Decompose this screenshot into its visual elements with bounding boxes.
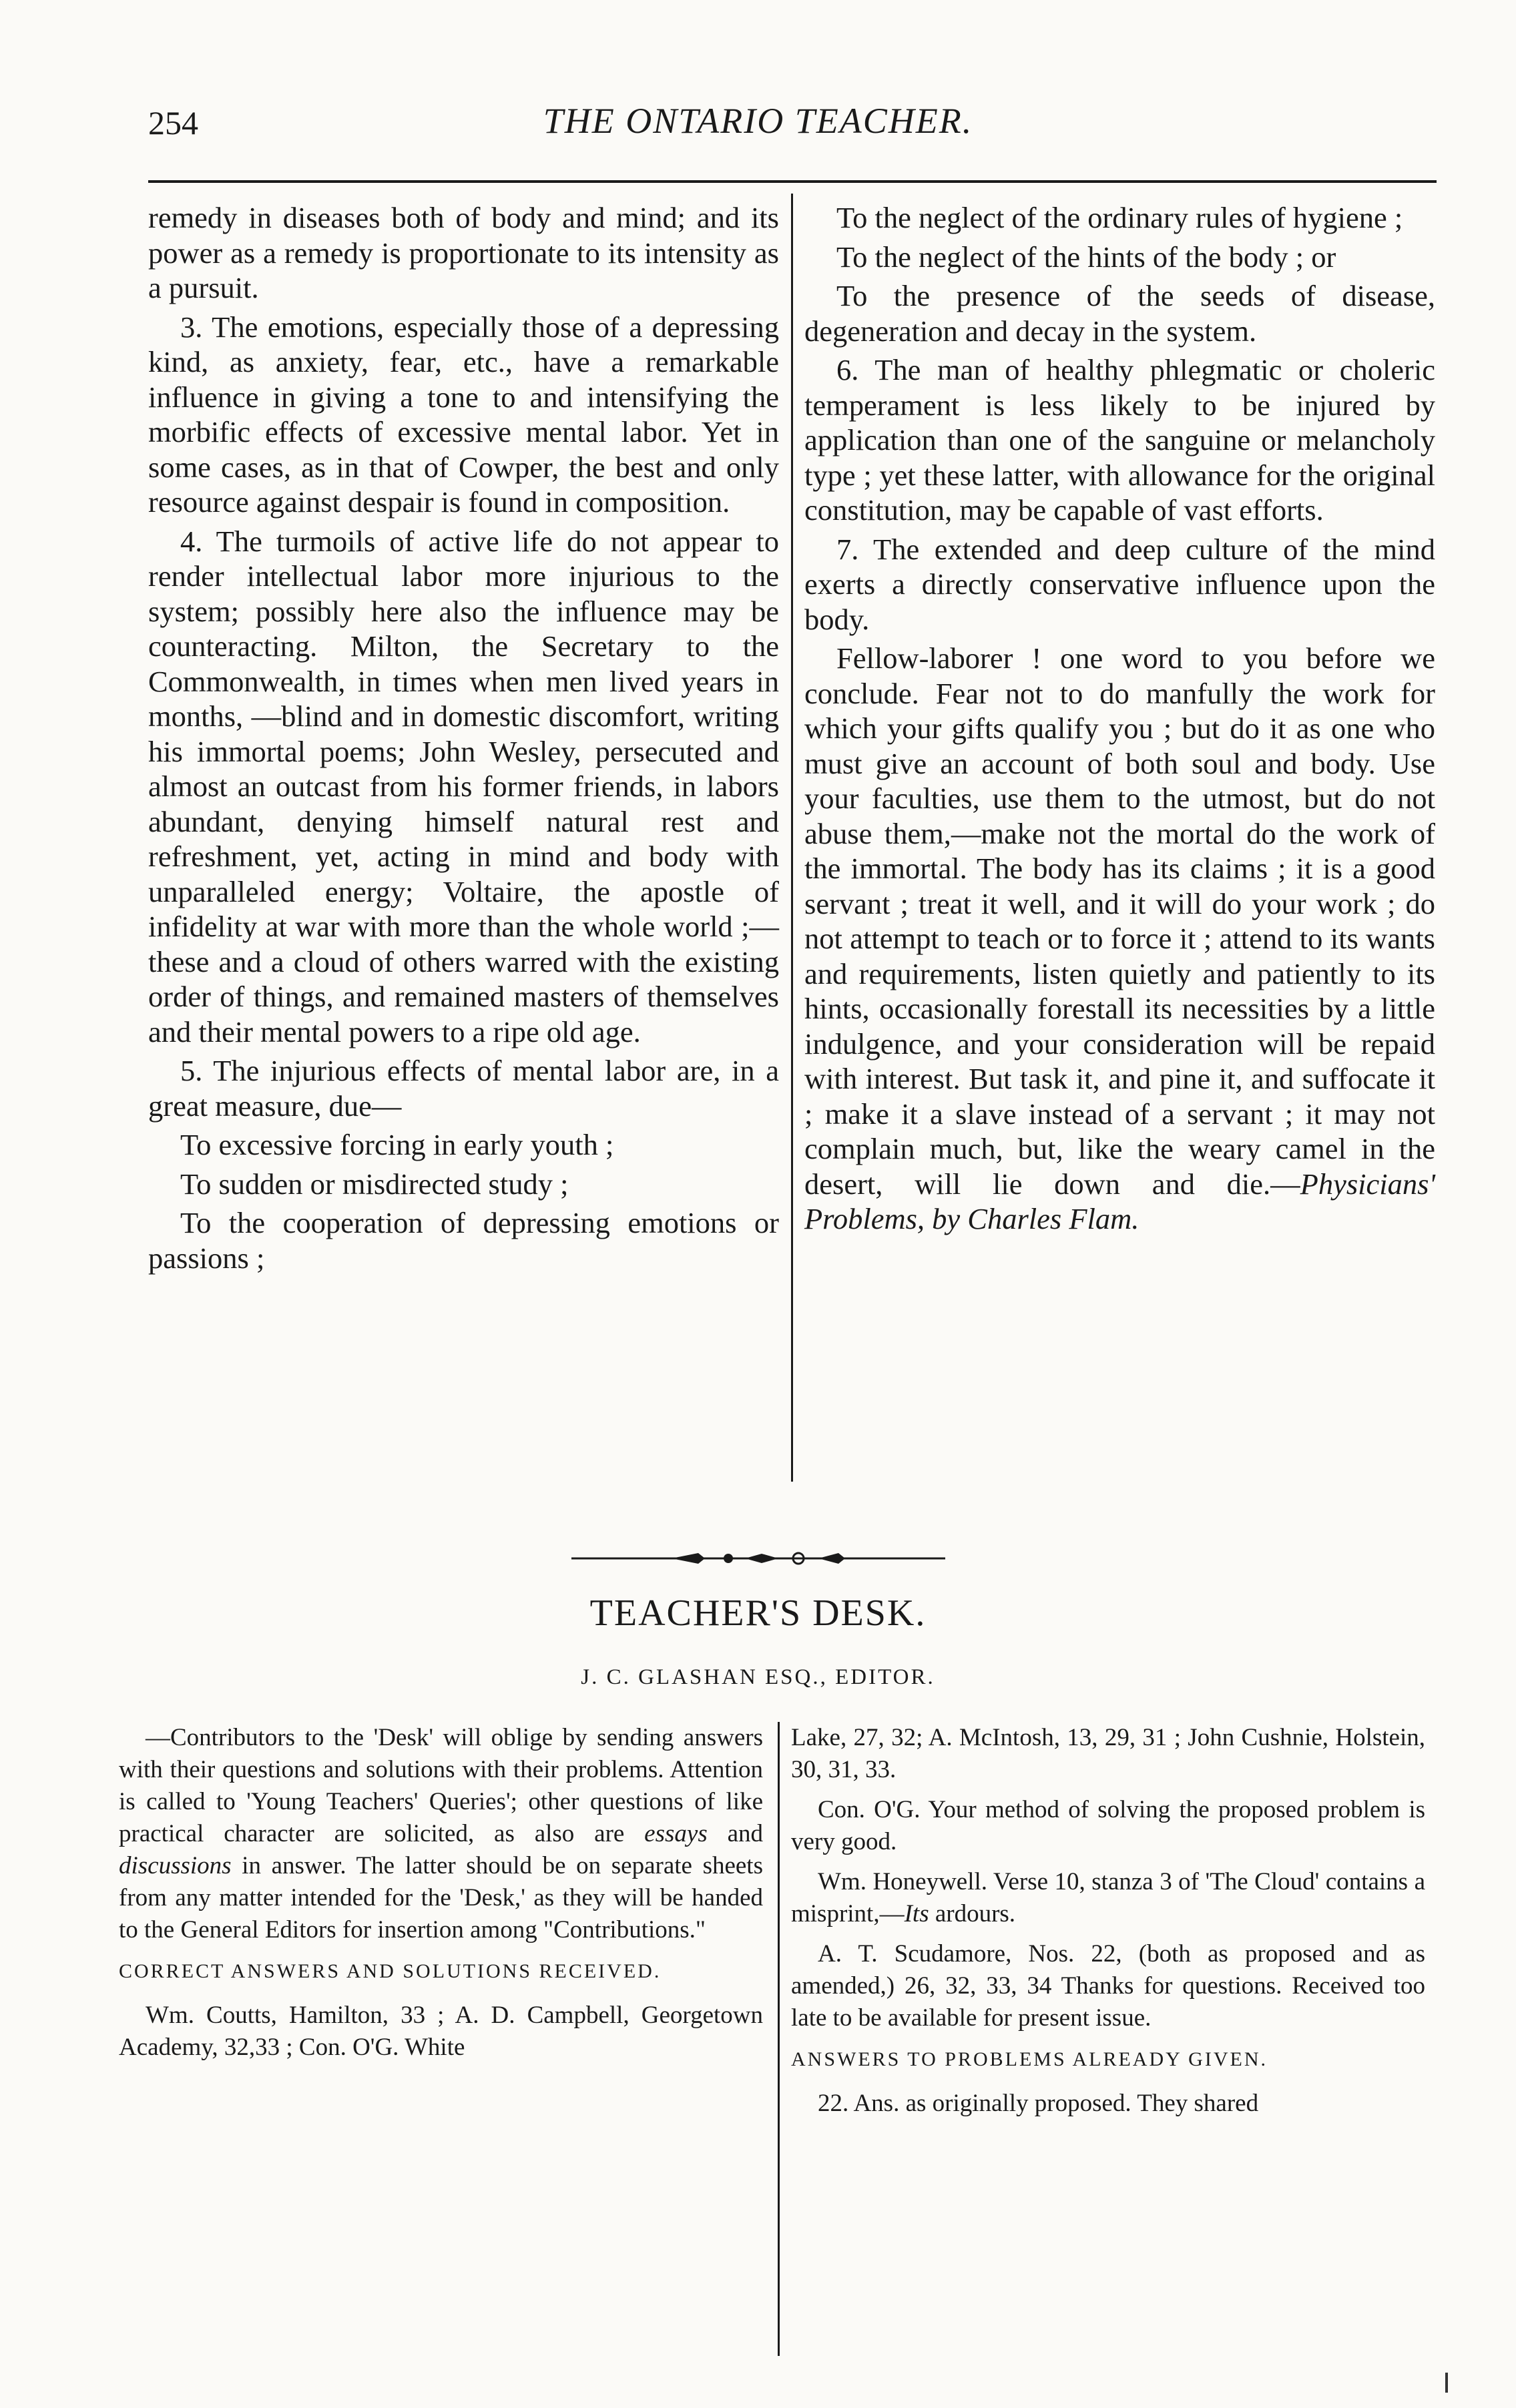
paragraph: remedy in diseases both of body and mind; and its power as a remedy is proportionate to its intensity as a pursuit.	[148, 201, 779, 304]
paragraph: A. T. Scudamore, Nos. 22, (both as proposed and as amended,) 26, 32, 33, 34 Thanks for questions. Received too late to be available for present issue.	[791, 1940, 1425, 2032]
closing-text: Fellow-laborer ! one word to you before we conclude. Fear not to do manfully the work for which your gifts qualify you ; but do it as one who must give an account of both soul and body. Use your faculties, use them to the utmost, but do not abuse them,—make not the mortal do the work of the immortal. The body has its claims ; it is a good servant ; treat it well, and it will do your work ; do not attempt to teach or to force it ; attend to its wants and requirements, listen quietly and patiently to its hints, occasionally forestall its necessities by a little indulgence, and your consideration will be repaid with interest. But task it, and pine it, and suffocate it ; make it a slave instead of a servant ; it may not complain much, but, like the weary camel in the desert, will lie down and die.—	[804, 641, 1435, 1201]
list-item: To the cooperation of depressing emotions or passions ;	[148, 1206, 779, 1275]
list-item: To the neglect of the ordinary rules of hygiene ;	[836, 201, 1403, 234]
paragraph: 3. The emotions, especially those of a depressing kind, as anxiety, fear, etc., have a remarkable influence in giving a tone to and intensifying the morbific effects of excessive mental labor. Yet in some cases, as in that of Cowper, the best and only resource against despair is found in composition.	[148, 310, 779, 519]
article-right-column	[804, 200, 1435, 1241]
section-title: TEACHER'S DESK.	[589, 1592, 927, 1634]
subheading: CORRECT ANSWERS AND SOLUTIONS RECEIVED.	[119, 1960, 662, 1982]
list-item: To sudden or misdirected study ;	[180, 1167, 569, 1201]
subheading: ANSWERS TO PROBLEMS ALREADY GIVEN.	[791, 2048, 1268, 2070]
paragraph: Lake, 27, 32; A. McIntosh, 13, 29, 31 ; John Cushnie, Holstein, 30, 31, 33.	[791, 1724, 1425, 1783]
paragraph: Wm. Coutts, Hamilton, 33 ; A. D. Campbell, Georgetown Academy, 32,33 ; Con. O'G. White	[119, 2002, 763, 2061]
journal-title: THE ONTARIO TEACHER.	[543, 101, 973, 141]
margin-mark	[1445, 2373, 1448, 2393]
paragraph: 22. Ans. as originally proposed. They shared	[818, 2090, 1259, 2117]
paragraph: —Contributors to the 'Desk' will oblige by sending answers with their questions and solutions with their problems. Attention is called to 'Young Teachers' Queries'; other questions of like practical character are solicited, as also are essays and discussions in answer. The latter should be on separate sheets from any matter intended for the 'Desk,' as they will be handed to the General Editors for insertion among "Contributions."	[119, 1724, 763, 1943]
paragraph: 6. The man of healthy phlegmatic or choleric temperament is less likely to be injured by application than one of the sanguine or melancholy type ; yet these latter, with allowance for the original constitution, may be capable of vast efforts.	[804, 353, 1435, 527]
column-divider	[791, 194, 793, 1482]
article-left-column	[148, 200, 779, 1279]
divider-ornament	[0, 1548, 1516, 1568]
desk-right-column	[791, 1722, 1425, 2128]
paragraph: 4. The turmoils of active life do not appear to render intellectual labor more injurious to the system; possibly here also the influence may be counteracting. Milton, the Secretary to the Commonwealth, in times when men lived years in months, —blind and in domestic discomfort, writing his immortal poems; John Wesley, persecuted and almost an outcast from his former friends, in labors abundant, denying himself natural rest and refreshment, yet, acting in mind and body with unparalleled energy; Voltaire, the apostle of infidelity at war with more than the whole world ;— these and a cloud of others warred with the existing order of things, and remained masters of themselves and their mental powers to a ripe old age.	[148, 524, 779, 1048]
paragraph: 7. The extended and deep culture of the mind exerts a directly conservative influence upon the body.	[804, 532, 1435, 636]
desk-left-column	[119, 1722, 763, 2072]
header-rule	[148, 180, 1437, 183]
paragraph: Con. O'G. Your method of solving the proposed problem is very good.	[791, 1796, 1425, 1855]
list-item: To the neglect of the hints of the body ; or	[836, 240, 1336, 274]
column-divider	[778, 1722, 780, 2356]
paragraph: 5. The injurious effects of mental labor are, in a great measure, due—	[148, 1054, 779, 1123]
list-item: To excessive forcing in early youth ;	[180, 1128, 614, 1161]
citation: Physicians' Problems, by Charles Flam.	[804, 1167, 1435, 1235]
paragraph	[804, 641, 1435, 1237]
paragraph: Wm. Honeywell. Verse 10, stanza 3 of 'The Cloud' contains a misprint,—Its ardours.	[791, 1868, 1425, 1927]
list-item: To the presence of the seeds of disease, degeneration and decay in the system.	[804, 279, 1435, 348]
editor-credit: J. C. GLASHAN ESQ., EDITOR.	[581, 1665, 935, 1689]
page-number: 254	[148, 104, 198, 141]
